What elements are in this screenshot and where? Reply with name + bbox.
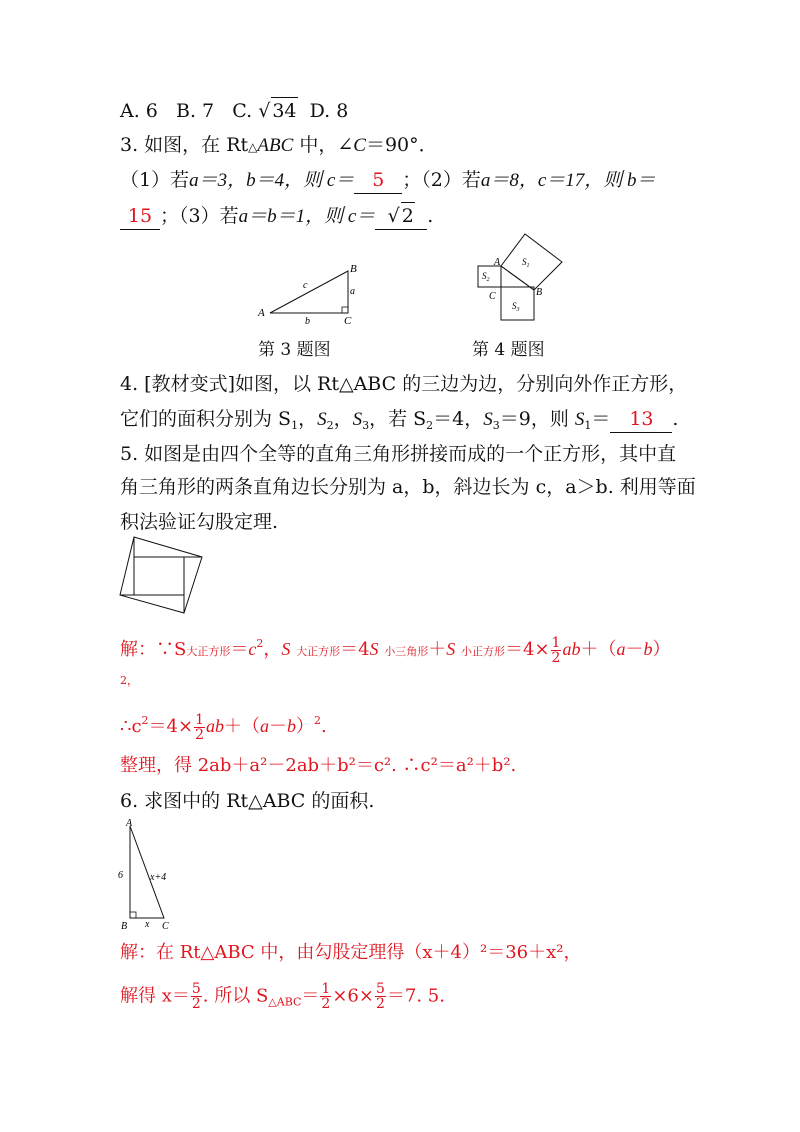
option-d: D. 8 <box>309 100 349 122</box>
sol5-small-square-sub: 小正方形 <box>461 645 505 658</box>
fig4-label-s3: $S_3$ <box>512 301 520 313</box>
q3-stem <box>120 132 438 160</box>
option-c-prefix: C. <box>232 100 253 122</box>
fig3-label-a-side: a <box>350 286 355 297</box>
sol6-l2-end: ＝7. 5. <box>386 985 445 1007</box>
sol5-small-triangle-sub: 小三角形 <box>384 645 429 658</box>
q3-end: . <box>427 205 434 227</box>
sol6-area-sub: △ABC <box>268 995 302 1009</box>
figure-6-triangle <box>112 818 182 933</box>
q3-answer3: √ 2 <box>375 202 427 230</box>
q3-parts-line2 <box>120 202 433 230</box>
triangle-symbol: △ <box>248 140 258 154</box>
q3-angle-c: C <box>353 135 366 156</box>
q3-part2-label: ；（2）若 <box>402 169 481 191</box>
q3-part2-cond: a＝8，c＝17，则 b＝ <box>480 170 656 191</box>
q6-stem: 6. 求图中的 Rt△ABC 的面积. <box>120 790 375 812</box>
q3-part3-cond: a＝b＝1，则 c＝ <box>238 206 376 227</box>
option-b: B. 7 <box>176 100 215 122</box>
q4-line1: 4. [教材变式]如图，以 Rt△ABC 的三边为边，分别向外作正方形， <box>120 373 688 395</box>
q3-stem-end: ＝90°． <box>365 134 438 156</box>
option-a: A. 6 <box>120 100 158 122</box>
fig3-label-a-vertex: A <box>258 307 265 319</box>
figure-3-caption: 第 3 题图 <box>258 340 331 360</box>
fig6-label-b: B <box>121 921 128 932</box>
q3-part3-label: ；（3）若 <box>160 205 239 227</box>
sol5-line1-wrap: 2， <box>120 674 138 687</box>
q5-line1: 5. 如图是由四个全等的直角三角形拼接而成的一个正方形，其中直 <box>120 443 677 465</box>
figure-4-squares <box>470 232 570 332</box>
sol5-big-square-sub: 大正方形 <box>186 645 231 658</box>
fig3-label-b-side: b <box>305 316 310 327</box>
figure-4-caption: 第 4 题图 <box>472 340 545 360</box>
q3-part1-label: （1）若 <box>120 169 190 191</box>
q3-part1-cond: a＝3，b＝4，则 c＝ <box>189 170 355 191</box>
fig6-label-base: x <box>145 919 150 930</box>
q5-line2: 角三角形的两条直角边长分别为 a，b，斜边长为 c，a＞b. 利用等面 <box>120 476 696 498</box>
sol5-l1-prefix: 解：∵S <box>120 639 187 660</box>
sqrt-symbol: √ <box>258 100 271 122</box>
fig4-label-s2: $S_2$ <box>482 271 490 283</box>
sol5-line3: 整理，得 2ab＋a²－2ab＋b²＝c². ∴c²＝a²＋b². <box>120 755 517 776</box>
q4-line2-mid: ，若 S <box>369 408 427 430</box>
q3-stem-mid: 中，∠ <box>293 134 354 156</box>
sol6-line2: 解得 x＝ $\frac{5}{2}$ . 所以 $S_{\triangle ABC}=$ $\frac{1}{2}$ ×6× $\frac{5}{2}$ ＝7. 5. <box>120 981 445 1012</box>
option-c-radicand: 34 <box>271 97 297 124</box>
sol5-line1: 解：∵S大正方形$=c^2$，S 大正方形＝4S 小三角形＋S 小正方形＝4× $\frac{1}{2}$ ab＋（a－b） <box>120 634 671 666</box>
fig6-label-c: C <box>162 921 169 932</box>
q3-answer1: 5 <box>354 167 402 194</box>
fig6-label-hyp: x+4 <box>150 872 167 883</box>
fig3-label-c-side: c <box>303 280 308 291</box>
fig4-label-a: A <box>494 257 501 268</box>
fig3-label-c-vertex: C <box>344 315 352 327</box>
fig6-label-a: A <box>126 818 133 829</box>
fig4-label-c: C <box>489 291 496 302</box>
fig3-label-b-vertex: B <box>350 263 357 275</box>
q3-answer2: 15 <box>120 203 160 230</box>
fig6-label-side: 6 <box>118 870 123 881</box>
sol6-l2-mid: . 所以 S <box>202 985 269 1007</box>
sol6-l2-prefix: 解得 x＝ <box>120 985 190 1007</box>
q3-parts-line1 <box>120 167 656 194</box>
q3-abc: ABC <box>257 135 294 156</box>
sol5-l2-prefix: ∴c <box>120 716 142 737</box>
q4-answer: 13 <box>610 406 672 433</box>
q3-answer3-radicand: 2 <box>401 202 415 229</box>
figure-3-triangle <box>255 258 365 328</box>
q2-options <box>120 97 348 124</box>
figure-5-pinwheel-square <box>118 535 204 615</box>
sol5-line2: $\therefore c^2=4\times$ $\frac{1}{2}$ $ab+(a-b)^2$. <box>120 711 327 743</box>
q5-line3: 积法验证勾股定理. <box>120 511 279 533</box>
fig4-label-b: B <box>536 287 543 298</box>
fig4-label-s1: $S_1$ <box>522 257 530 269</box>
q4-line2-prefix: 它们的面积分别为 S <box>120 408 292 430</box>
sol6-line1: 解：在 Rt△ABC 中，由勾股定理得（x＋4）²＝36＋x²， <box>120 942 582 963</box>
q4-line2: 它们的面积分别为 $S_1$，$S_2$，$S_3$，若 $S_2=4$，$S_3=9$，则 $S_1= 13$ . <box>120 408 679 432</box>
q3-stem-prefix: 3. 如图，在 Rt <box>120 134 249 156</box>
